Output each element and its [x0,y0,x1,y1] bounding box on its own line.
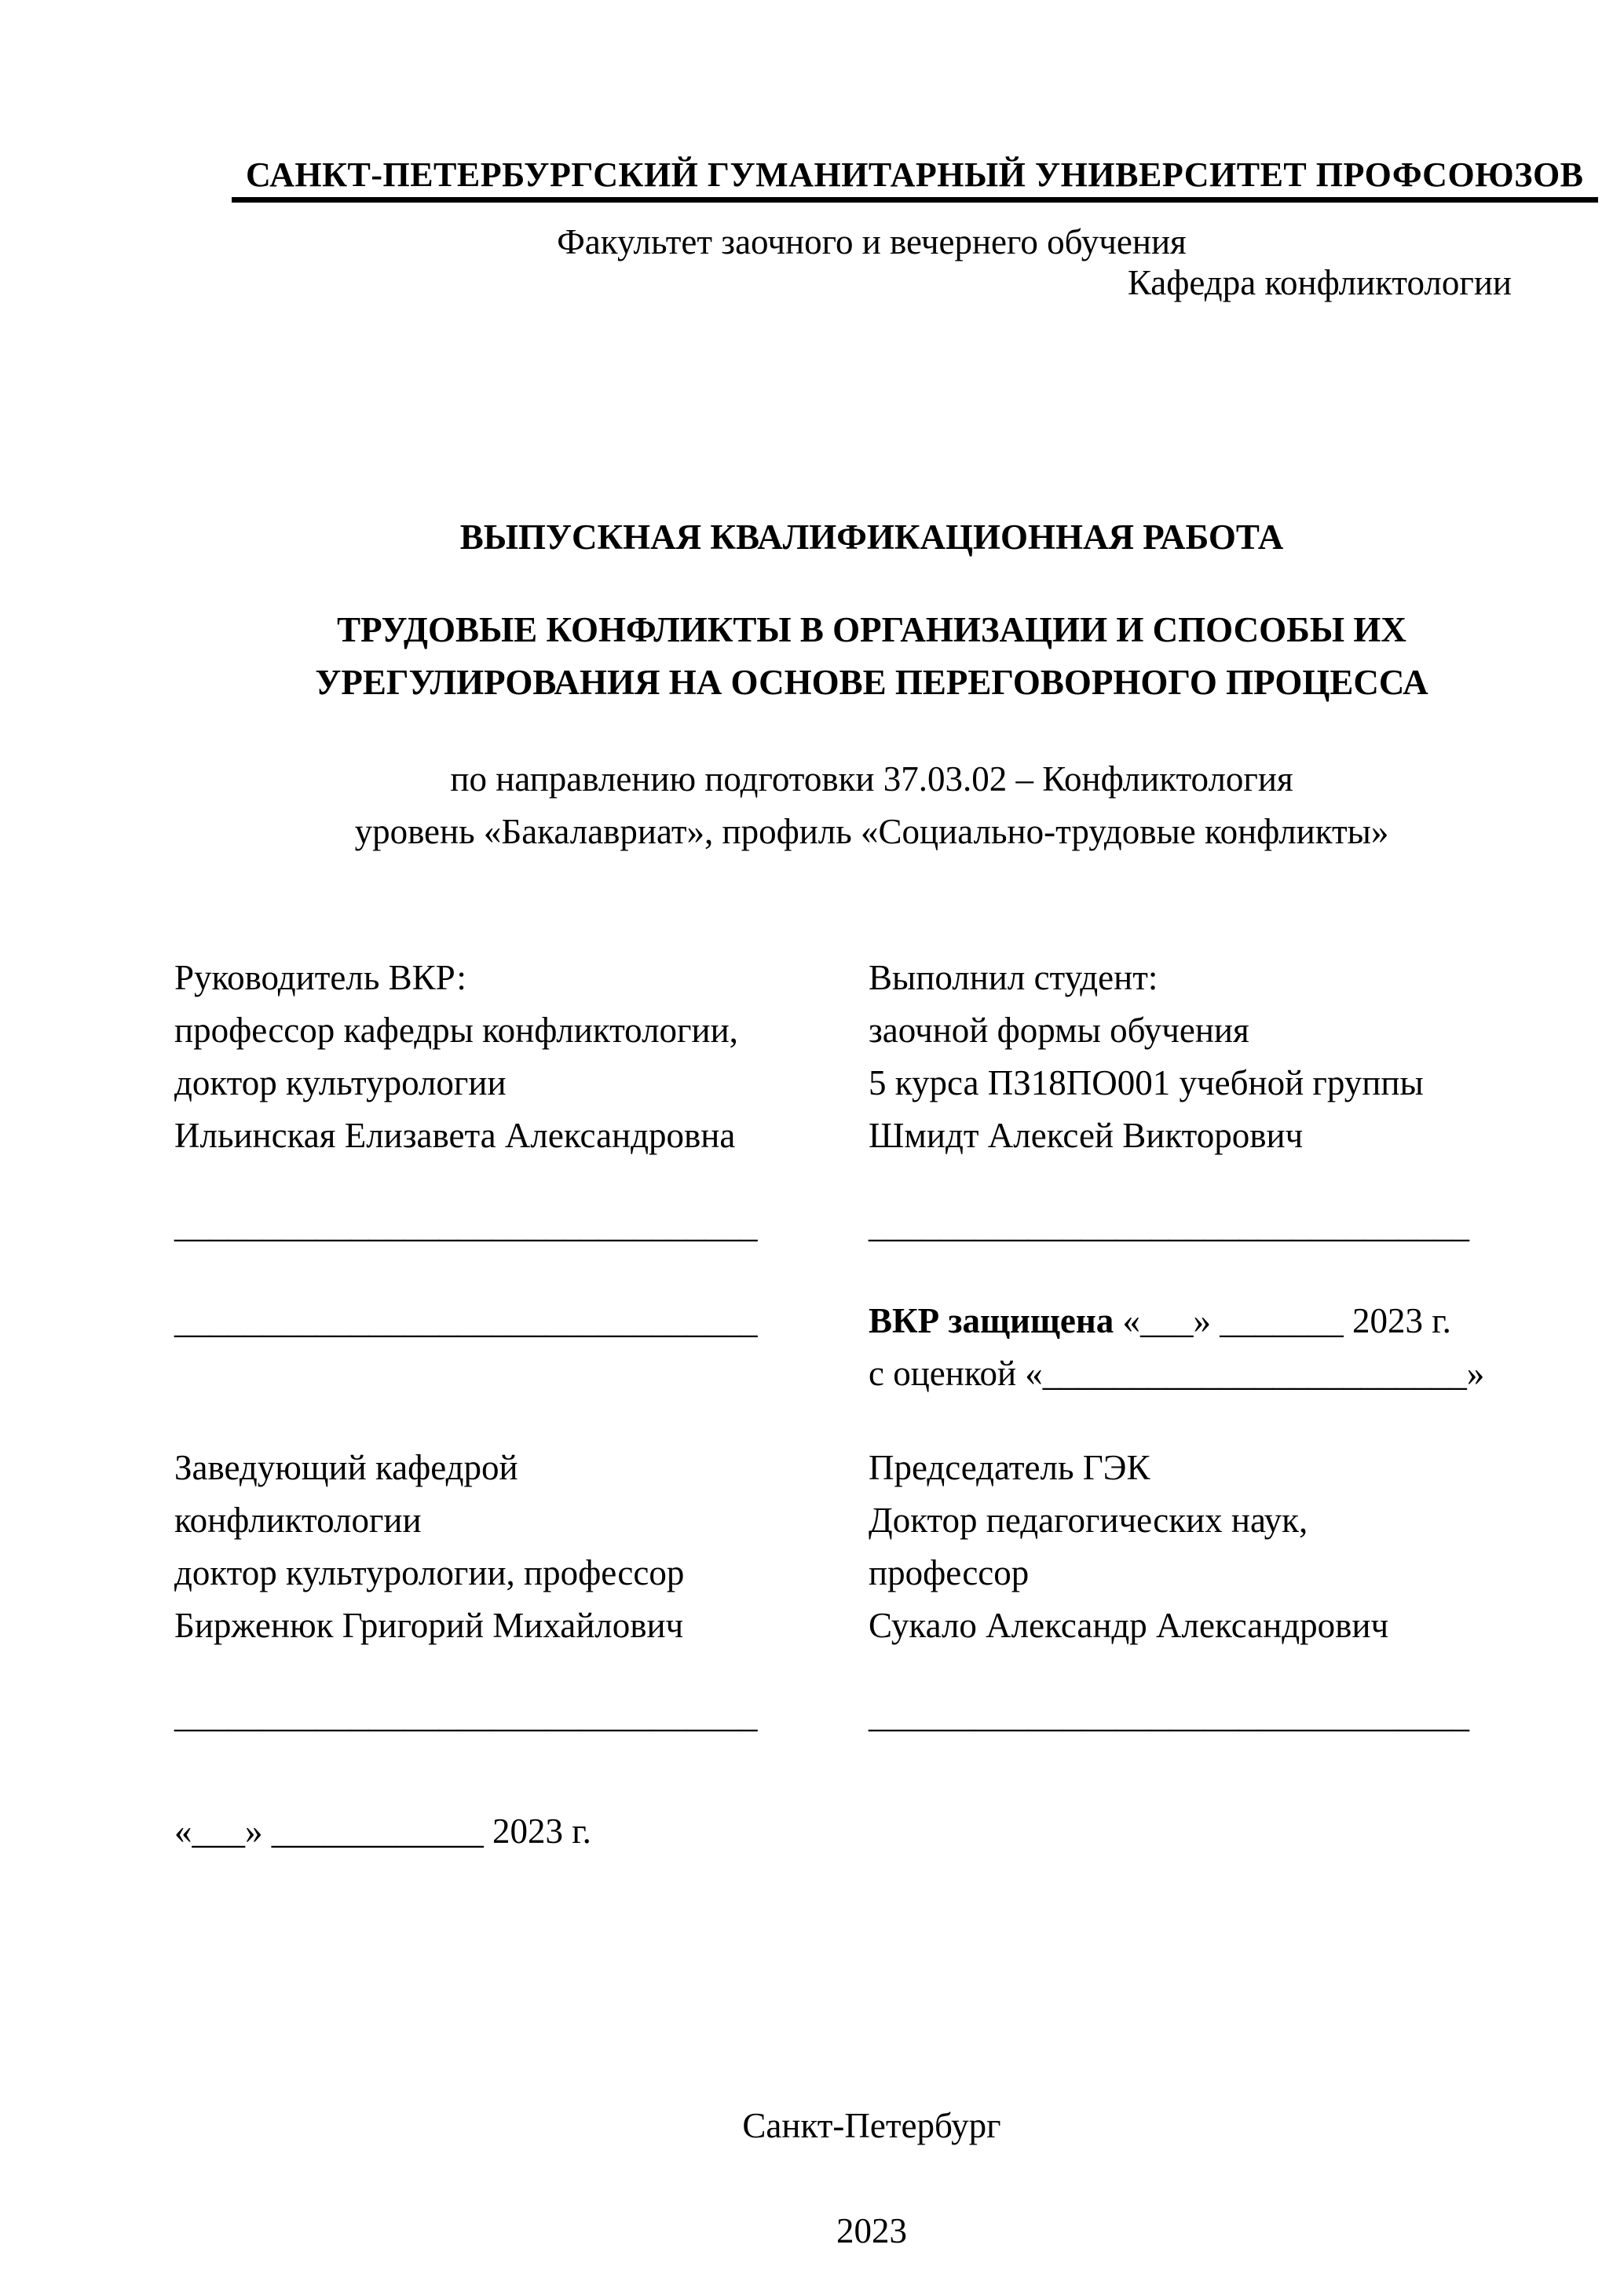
empty-cell [174,1347,869,1400]
work-type-heading: ВЫПУСКНАЯ КВАЛИФИКАЦИОННАЯ РАБОТА [459,517,1284,557]
grade-row [174,1347,1512,1400]
student-group: 5 курса ПЗ18ПО001 учебной группы [869,1063,1424,1102]
defense-statement-bold: ВКР защищена [869,1301,1114,1340]
faculty-name: Факультет заочного и вечернего обучения [557,222,1187,261]
gek-chair-role: Председатель ГЭК [869,1448,1150,1487]
signatures-section [174,952,1512,1858]
department-head-signature-line: _________________________________ [174,1695,758,1735]
department-name: Кафедра конфликтологии [1127,263,1512,302]
head-role-row-2 [174,1494,1512,1547]
gek-chair-degree-line2: профессор [869,1553,1030,1592]
supervisor-signature-line: _________________________________ [174,1205,758,1245]
defense-grade-line: с оценкой «________________________» [869,1354,1485,1393]
empty-cell [869,1805,1512,1858]
student-role-label: Выполнил студент: [869,958,1158,997]
position-row [174,1004,1512,1057]
supervisor-degree: доктор культурологии [174,1063,507,1102]
roles-row [174,952,1512,1004]
head-names-row [174,1600,1512,1652]
supervisor-role-label: Руководитель ВКР: [174,958,466,997]
spacer [174,1652,1512,1689]
defense-statement [869,1295,1512,1347]
spacer [174,1162,1512,1199]
department-head-role-line1: Заведующий кафедрой [174,1448,518,1487]
defense-row [174,1295,1512,1347]
program-direction: по направлению подготовки 37.03.02 – Конфликтология [450,759,1293,799]
signature-lines-row-1 [174,1199,1512,1252]
defense-statement-rest: «___» _______ 2023 г. [1114,1301,1451,1340]
department-head-role-line2: конфликтологии [174,1501,422,1540]
supervisor-name: Ильинская Елизавета Александровна [174,1116,736,1155]
thesis-title-line2: УРЕГУЛИРОВАНИЯ НА ОСНОВЕ ПЕРЕГОВОРНОГО ПРОЦЕССА [315,663,1428,702]
student-name: Шмидт Алексей Викторович [869,1116,1304,1155]
program-level: уровень «Бакалавриат», профиль «Социально-трудовые конфликты» [354,812,1389,851]
year-label: 2023 [836,2211,907,2250]
date-row [174,1805,1512,1858]
thesis-title-line1: ТРУДОВЫЕ КОНФЛИКТЫ В ОРГАНИЗАЦИИ И СПОСОБЫ ИХ [337,610,1406,649]
names-row [174,1110,1512,1162]
degree-row [174,1057,1512,1110]
head-role-row [174,1442,1512,1494]
gek-chair-degree-line1: Доктор педагогических наук, [869,1501,1308,1540]
student-study-form: заочной формы обучения [869,1011,1249,1050]
thesis-title [232,604,1512,709]
supervisor-position: профессор кафедры конфликтологии, [174,1011,738,1050]
department-head-name: Бирженюк Григорий Михайлович [174,1606,684,1645]
university-name: САНКТ-ПЕТЕРБУРГСКИЙ ГУМАНИТАРНЫЙ УНИВЕРСИТЕТ ПРОФСОЮЗОВ [232,153,1598,203]
supervisor-signature-line-2: _________________________________ [174,1301,758,1340]
student-signature-line: __________________________________ [869,1205,1469,1245]
head-degree-row [174,1547,1512,1600]
department-head-degree: доктор культурологии, профессор [174,1553,685,1592]
department-head-date-line: «___» ____________ 2023 г. [174,1812,591,1851]
gek-chair-name: Сукало Александр Александрович [869,1606,1389,1645]
program-block [232,753,1512,858]
university-header-block [232,153,1584,203]
gek-chair-signature-line: __________________________________ [869,1695,1469,1735]
city-label: Санкт-Петербург [742,2106,1001,2145]
signature-lines-row-2 [174,1689,1512,1742]
